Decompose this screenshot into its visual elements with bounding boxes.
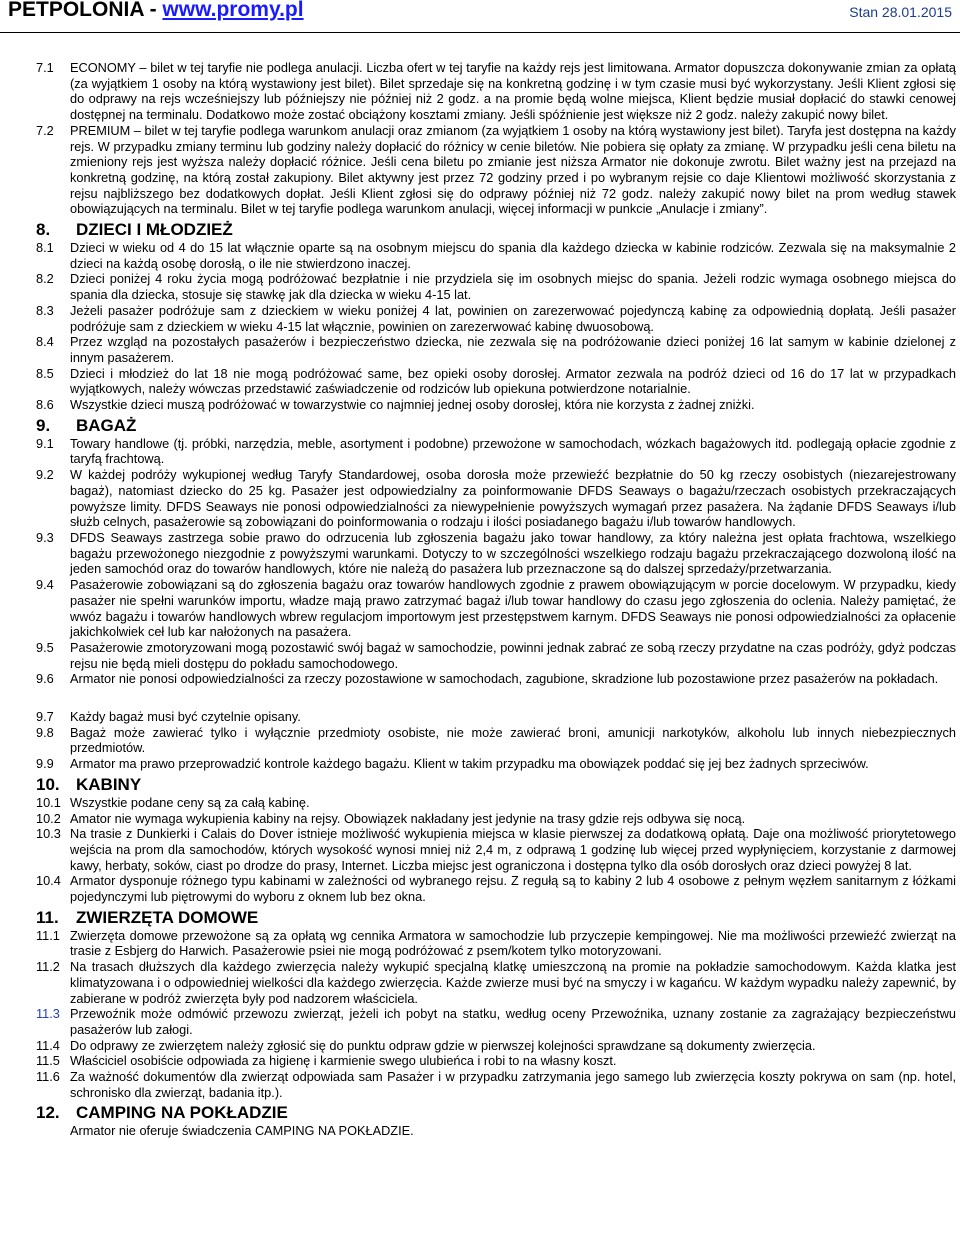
item-text: Przez wzgląd na pozostałych pasażerów i bezpieczeństwo dziecka, nie zezwala się na podróżowanie dzieci poniżej 16 lat samym w kabinie dzielonej z innym pasażerem. [70,334,956,365]
section-8 [36,240,956,413]
section-7 [36,60,956,217]
item-text: Dzieci poniżej 4 roku życia mogą podróżować bezpłatnie i nie przydziela się im osobnych miejsc do spania. Jeżeli rodzic wymaga osobnego miejsca do spania dla dziecka, stosuje się stawkę jak dla dziecka w wieku 4-15 lat. [70,271,956,303]
list-item [36,436,956,467]
brand-title [8,0,304,22]
list-item [36,725,956,756]
list-item [36,928,956,959]
list-item [36,873,956,904]
item-number: 11.3 [36,1006,60,1022]
item-text: Za ważność dokumentów dla zwierząt odpowiada sam Pasażer i w przypadku zatrzymania jego samego lub zwierzęcia koszty pokrywa on sam (np. hotel, schronisko dla zwierząt, badania itp.). [70,1069,956,1100]
list-item [36,577,956,640]
item-number: 11.2 [36,959,60,975]
list-item [36,366,956,397]
section-title: KABINY [76,774,142,794]
list-item [36,123,956,217]
section-title: BAGAŻ [76,415,137,435]
item-number: 9.3 [36,529,54,545]
list-item [36,467,956,530]
item-number: 8.1 [36,240,54,256]
item-text: DFDS Seaways zastrzega sobie prawo do odrzucenia lub zgłoszenia bagażu jako towar handlowy, za który należna jest opłata frachtowa, wszelkiego bagażu przewożonego niezgodnie z powyższymi warunkami. Dotyczy to w szczególności wszelkiego rodzaju bagażu przekraczającego dozwoloną ilość na jeden samochód oraz do towarów handlowych, które nie należą do pasażera lub przeznaczone są do dalszej sprzedaży/przetwarzania. [70,529,956,577]
item-text: Amator nie wymaga wykupienia kabiny na rejsy. Obowiązek nakładany jest jedynie na trasy gdzie rejs odbywa się nocą. [70,810,746,826]
item-number: 11.5 [36,1053,60,1069]
item-number: 7.1 [36,60,54,75]
section-9-heading [36,416,956,436]
item-text: Wszystkie dzieci muszą podróżować w towarzystwie co najmniej jednej osoby dorosłej, która nie korzysta z żadnej zniżki. [70,397,755,413]
section-number: 8. [36,220,51,240]
item-text: Pasażerowie zobowiązani są do zgłoszenia bagażu oraz towarów handlowych zgodnie z prawem obowiązującym w porcie docelowym. W przypadku, kiedy pasażer nie spełni warunków importu, władze mają prawo zatrzymać bagaż i/lub towar handlowy do czasu jego zgłoszenia do oclenia. Należy pamiętać, że wwóz bagażu i towarów handlowych wbrew regulacjom importowym jest przestępstwem karnym. DFDS Seaways nie ponosi odpowiedzialności za opłacenie jakichkolwiek ceł lub kar nałożonych na pasażera. [70,577,956,640]
section-9 [36,436,956,772]
item-text: Armator nie ponosi odpowiedzialności za rzeczy pozostawione w samochodach, zagubione, skradzione lub pozostawione przez pasażerów na pokładach. [70,671,939,687]
item-text: W każdej podróży wykupionej według Taryfy Standardowej, osoba dorosła może przewieźć bezpłatnie do 50 kg rzeczy osobistych (niezarejestrowany bagaż), natomiast dziecko do 25 kg. Pasażer jest odpowiedzialny za poinformowanie DFDS Seaways o bagażu/rzeczach osobistych przekraczających powyższe limity. DFDS Seaways nie ponosi odpowiedzialności za niewypełnienie powyższych wymagań przez pasażera. Na żądanie DFDS Seaways i/lub służb celnych, pasażerowie są zobowiązani do poinformowania o rodzaju i ilości posiadanego bagażu i/lub towarów handlowych. [70,467,956,530]
section-title: ZWIERZĘTA DOMOWE [76,907,259,927]
item-number: 10.1 [36,794,61,810]
list-item [36,303,956,334]
item-number: 10.3 [36,826,61,842]
list-item [36,640,956,671]
item-text: Armator ma prawo przeprowadzić kontrole każdego bagażu. Klient w takim przypadku ma obowiązek poddać się jej bez żadnych sprzeciwów. [70,756,869,772]
item-number: 9.9 [36,756,54,772]
brand-link[interactable]: www.promy.pl [162,0,304,21]
list-item [36,671,956,687]
item-text: Właściciel osobiście odpowiada za higienę i karmienie swego ulubieńca i robi to na własny koszt. [70,1053,617,1069]
section-12-heading [36,1103,956,1123]
section-10-heading [36,775,956,795]
item-text: Do odprawy ze zwierzętem należy zgłosić się do punktu odpraw gdzie w pierwszej kolejności sprawdzane są dokumenty zwierzęcia. [70,1037,816,1053]
item-number: 11.1 [36,927,60,943]
item-text: Armator dysponuje różnego typu kabinami w zależności od wybranego rejsu. Z regułą są to kabiny 2 lub 4 osobowe z pełnym węzłem sanitarnym z łóżkami pojedynczymi lub piętrowymi do wyboru z oknem lub bez okna. [70,873,956,905]
section-10 [36,795,956,905]
list-item [36,795,956,811]
list-item [36,1038,956,1054]
list-item [36,530,956,577]
item-number: 10.2 [36,810,61,826]
list-item [36,811,956,827]
list-item [36,271,956,302]
list-item [36,826,956,873]
item-number: 8.4 [36,334,54,350]
item-number: 9.6 [36,671,54,687]
document-body [36,60,956,1139]
page-header [0,0,960,33]
item-number: 9.5 [36,639,54,655]
item-number: 11.4 [36,1037,60,1053]
item-text: ECONOMY – bilet w tej taryfie nie podlega anulacji. Liczba ofert w tej taryfie na każdy rejs jest limitowana. Armator dopuszcza dokonywanie zmian za opłatą (za wyjątkiem 1 osoby na którą wystawiony jest bilet). Bilet sprzedaje się na konkretną godzinę i w tym czasie musi być wykorzystany. Jeśli Klient zgłosi się do odprawy na rejs wcześniejszy lub późniejszy nie później niż 2 godz. a na promie będą wolne miejsca, Klient będzie musiał dopłacić do stawki cenowej dostępnej na terminalu. Dodatkowo może zostać obciążony kosztami zmiany. Jeśli spóźnienie jest większe niż 2 godz. należy zakupić nowy bilet. [70,60,956,123]
revision-date: Stan 28.01.2015 [849,4,952,20]
section-title: CAMPING NA POKŁADZIE [76,1103,288,1123]
section-8-heading [36,220,956,240]
item-text: Bagaż może zawierać tylko i wyłącznie przedmioty osobiste, nie może zawierać broni, amunicji narkotyków, alkoholu lub innych niebezpiecznych przedmiotów. [70,724,956,756]
item-text: Przewoźnik może odmówić przewozu zwierząt, jeżeli ich pobyt na statku, według oceny Przewoźnika, uznany zostanie za zagrażający bezpieczeństwu pasażerów lub załogi. [70,1006,956,1037]
item-number: 10.4 [36,873,61,889]
item-text: Wszystkie podane ceny są za całą kabinę. [70,794,310,810]
item-text: Dzieci w wieku od 4 do 15 lat włącznie oparte są na osobnym miejscu do spania dla każdego dziecka w kabinie rodziców. Zezwala się na maksymalnie 2 dzieci na każdą osobę dorosłą, o ile nie stwierdzono inaczej. [70,240,956,271]
item-text: Zwierzęta domowe przewożone są za opłatą wg cennika Armatora w samochodzie lub przyczepie kempingowej. Nie ma możliwości przewieźć zwierząt na trasie z Esbjerg do Harwich. Pasażerowie psiei nie mogą podróżować z psem/kotem tylko motoryzowani. [70,927,956,959]
list-item [36,756,956,772]
item-text: Towary handlowe (tj. próbki, narzędzia, meble, asortyment i podobne) przewożone w samochodach, wózkach bagażowych itd. podlegają opłacie zgodnie z taryfą frachtową. [70,435,956,467]
item-number: 9.4 [36,577,54,593]
item-number: 9.8 [36,724,54,740]
section-number: 10. [36,774,60,794]
item-number: 9.1 [36,435,54,451]
item-number: 9.2 [36,467,54,483]
list-item [36,709,956,725]
list-item [36,1053,956,1069]
section-12-text [36,1123,956,1139]
item-text: Pasażerowie zmotoryzowani mogą pozostawić swój bagaż w samochodzie, powinni jednak zabrać ze sobą rzeczy przydatne na czas podróży, gdyż podczas rejsu nie będą mieli dostępu do pokładu samochodowego. [70,639,956,671]
item-number: 8.6 [36,397,54,413]
list-item [36,397,956,413]
list-item [36,959,956,1006]
section-11 [36,928,956,1101]
item-number: 8.3 [36,302,54,318]
list-item [36,60,956,123]
item-text: PREMIUM – bilet w tej taryfie podlega warunkom anulacji oraz zmianom (za wyjątkiem 1 osoby na którą wystawiony jest bilet). Taryfa jest dostępna na każdy rejs. W przypadku zmiany terminu lub godziny należy dopłacić do różnicy w cenie biletów. Nie pobiera się opłaty za zmianę. W przypadku jeśli cena biletu na zmieniony rejs jest wyższa należy dopłacić różnice. Jeśli cena biletu po zmianie jest niższa Armator nie dokonuje zwrotu. Bilet ważny jest na przejazd na konkretną godzinę, na którą został zakupiony. Bilet aktywny jest przez 72 godziny przed i po wybranym rejsie co daje Klientowi możliwość skorzystania z rejsu najbliższego bez dodatkowych dopłat. Jeśli Klient zgłosi się do odprawy później niż 72 godz. należy zakupić nowy bilet na prom według stawek obowiązujących na terminalu. Bilet w tej taryfie podlega warunkom anulacji, więcej informacji w punkcie „Anulacje i zmiany”. [70,122,956,217]
item-number: 7.2 [36,122,54,138]
list-item [36,1069,956,1100]
item-text: Każdy bagaż musi być czytelnie opisany. [70,709,301,725]
item-number: 9.7 [36,709,54,725]
paragraph-text: Armator nie oferuje świadczenia CAMPING NA POKŁADZIE. [70,1123,414,1139]
list-item [36,1006,956,1037]
section-number: 9. [36,415,51,435]
section-11-heading [36,908,956,928]
item-number: 11.6 [36,1069,60,1085]
section-number: 12. [36,1103,60,1123]
item-number: 8.5 [36,365,54,381]
item-text: Jeżeli pasażer podróżuje sam z dzieckiem w wieku poniżej 4 lat, powinien on zarezerwować pojedynczą kabinę za odpowiednią dopłatą. Jeśli pasażer podróżuje sam z dzieckiem w wieku 4-15 lat włącznie, powinien on zarezerwować kabinę dwuosobową. [70,302,956,334]
item-text: Na trasach dłuższych dla każdego zwierzęcia należy wykupić specjalną klatkę umieszczoną na promie na pokładzie samochodowym. Każda klatka jest klimatyzowana i o odpowiedniej wielkości dla każdego zwierzęcia. Każde zwierze musi być na smyczy i w kagańcu. W każdym wypadku należy zapewnić, by zabierane w podróż zwierzęta były pod nadzorem właściciela. [70,959,956,1006]
page-gap [36,687,956,709]
section-number: 11. [36,907,59,927]
list-item [36,334,956,365]
brand-prefix: PETPOLONIA - [8,0,163,21]
section-title: DZIECI I MŁODZIEŻ [76,220,233,240]
list-item [36,240,956,271]
item-text: Na trasie z Dunkierki i Calais do Dover istnieje możliwość wykupienia miejsca w klasie pierwszej za dodatkową opłatą. Daje ona możliwość priorytetowego wejścia na prom dla samochodów, których wysokość wynosi mniej niż 2,4 m, z odprawą 1 godzinę lub więcej przed wypłynięciem, korzystanie z darmowej kawy, herbaty, soków, ciast po drodze do prasy, Internet. Liczba miejsc jest ograniczona i dostępna tylko dla osób dorosłych oraz dzieci powyżej 8 lat. [70,826,956,873]
item-text: Dzieci i młodzież do lat 18 nie mogą podróżować same, bez opieki osoby dorosłej. Armator zezwala na podróż dzieci od 16 do 17 lat w przypadkach wyjątkowych, należy wówczas przedstawić zaświadczenie od rodziców lub opiekuna potwierdzone notarialnie. [70,365,956,397]
item-number: 8.2 [36,271,54,287]
